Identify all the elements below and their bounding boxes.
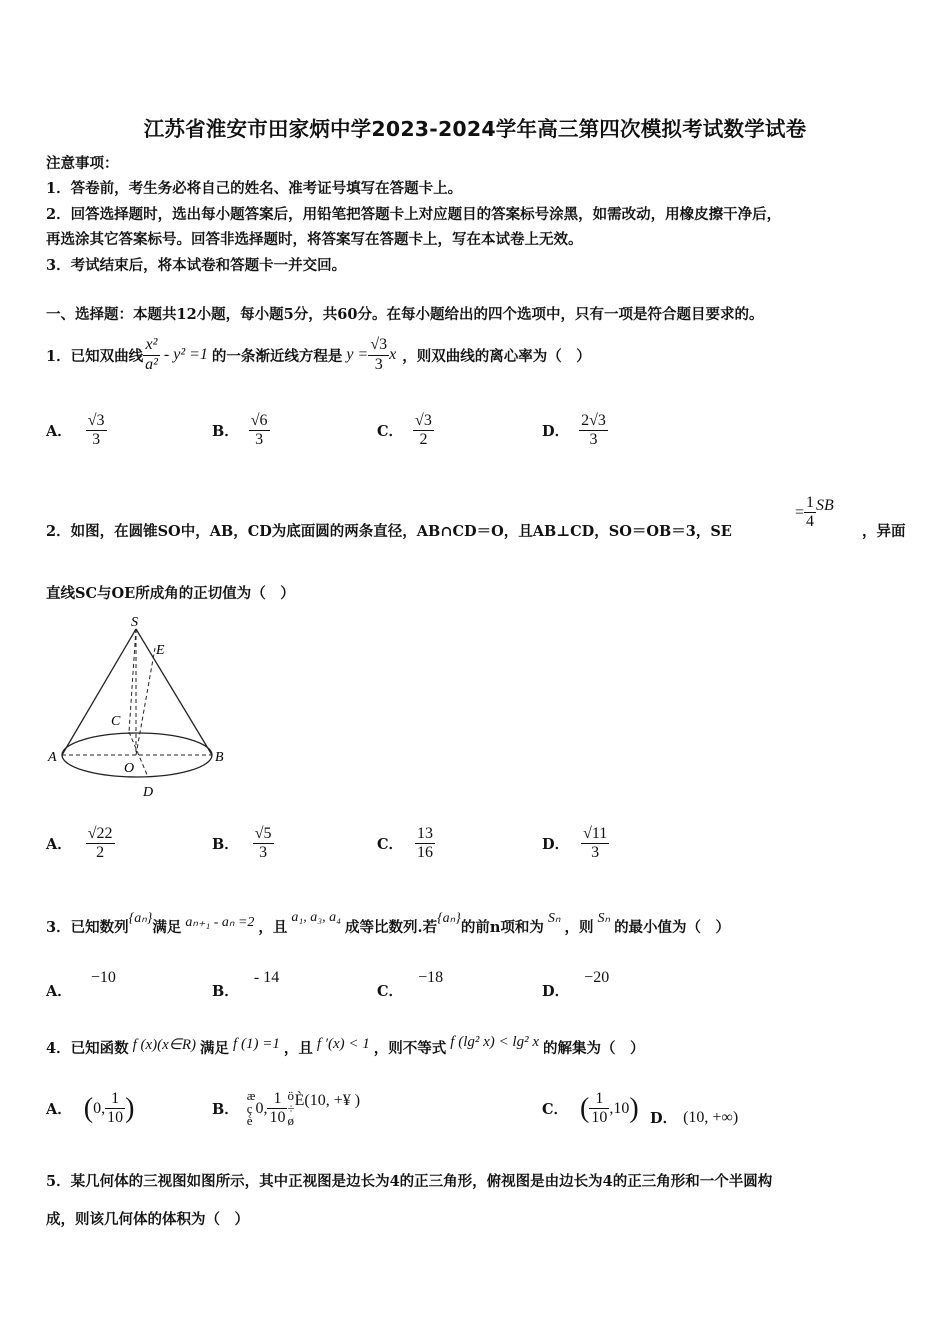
q1-fraction: $\frac{√3}{3}$ xyxy=(370,336,388,373)
q1-option-d[interactable]: D． $\frac{2√3}{3}$ xyxy=(542,412,606,449)
q3-option-c[interactable]: C． −18 xyxy=(377,969,444,1000)
q4-option-a[interactable]: A． ( 0, $\frac{1}{10}$ ) xyxy=(46,1090,135,1127)
q2-option-a[interactable]: A． $\frac{√22}{2}$ xyxy=(46,825,113,862)
point-label-b: B xyxy=(215,750,224,765)
q1-math: x xyxy=(389,346,397,363)
point-label-e: E xyxy=(156,643,165,658)
q3-option-d[interactable]: D． −20 xyxy=(542,969,610,1000)
cone-figure xyxy=(44,612,234,802)
question-3: 3．已知数列 {aₙ} 满足 aₙ₊₁ - aₙ =2 ，且 a₁, a₃, a₄ 成等比数列.若 {aₙ} 的前n项和为 Sₙ ，则 Sₙ 的最小值为（ ） xyxy=(46,910,731,936)
question-4: 4．已知函数 f (x)(x∈R) 满足 f (1) =1 ，且 f ′(x) < 1 ，则不等式 f (lg² x) < lg² x 的解集为（ ） xyxy=(46,1033,645,1057)
q1-math: - y² =1 xyxy=(163,346,208,363)
q1-option-a[interactable]: A． $\frac{√3}{3}$ xyxy=(46,412,105,449)
notice-item: 再选涂其它答案标号。回答非选择题时，将答案写在答题卡上，写在本试卷上无效。 xyxy=(46,231,583,248)
q1-option-b[interactable]: B． $\frac{√6}{3}$ xyxy=(212,412,268,449)
question-2-line2: 直线SC与OE所成角的正切值为（ ） xyxy=(46,585,295,602)
notice-item: 3．考试结束后，将本试卷和答题卡一并交回。 xyxy=(46,257,347,274)
q2-option-c[interactable]: C． $\frac{13}{16}$ xyxy=(377,825,434,862)
question-5-line2: 成，则该几何体的体积为（ ） xyxy=(46,1211,249,1228)
q1-text: 的一条渐近线方程是 xyxy=(211,347,343,365)
notice-heading: 注意事项： xyxy=(46,155,119,172)
q1-option-c[interactable]: C． $\frac{√3}{2}$ xyxy=(377,412,432,449)
page-title: 江苏省淮安市田家炳中学2023-2024学年高三第四次模拟考试数学试卷 xyxy=(143,117,807,141)
q4-option-c[interactable]: C． ( $\frac{1}{10}$ ,10 ) xyxy=(542,1090,639,1127)
q2-option-d[interactable]: D． $\frac{√11}{3}$ xyxy=(542,825,608,862)
notice-item: 2．回答选择题时，选出每小题答案后，用铅笔把答题卡上对应题目的答案标号涂黑，如需改动，用橡皮擦干净后， xyxy=(46,206,782,223)
point-label-s: S xyxy=(131,615,138,630)
q3-option-b[interactable]: B． - 14 xyxy=(212,969,280,1000)
q3-option-a[interactable]: A． −10 xyxy=(46,969,116,1000)
point-label-c: C xyxy=(111,714,121,729)
q4-option-d[interactable]: D． (10, +∞) xyxy=(650,1108,739,1127)
q1-math: y = xyxy=(346,346,369,363)
q4-option-b[interactable]: B． æ ç è 0, $\frac{1}{10}$ ö ÷ ø È (10, +¥ ) xyxy=(212,1088,361,1129)
q2-option-b[interactable]: B． $\frac{√5}{3}$ xyxy=(212,825,272,862)
q1-text: ，则双曲线的离心率为（ ） xyxy=(402,347,591,365)
point-label-d: D xyxy=(143,785,154,800)
section-heading: 一、选择题：本题共12小题，每小题5分，共60分。在每小题给出的四个选项中，只有一项是符合题目要求的。 xyxy=(46,306,764,323)
point-label-a: A xyxy=(48,750,57,765)
question-1 xyxy=(46,330,591,380)
point-label-o: O xyxy=(124,761,135,776)
q1-fraction: $\frac{\text{x²}}{\text{a²}}$ xyxy=(145,336,158,373)
q2-tail: ，异面 xyxy=(862,523,906,540)
question-2-line1: 2．如图，在圆锥SO中，AB，CD为底面圆的两条直径，AB∩CD＝O，且AB⊥CD，SO＝OB＝3，SE xyxy=(46,523,732,540)
notice-item: 1．答卷前，考生务必将自己的姓名、准考证号填写在答题卡上。 xyxy=(46,180,463,197)
q1-text: 1．已知双曲线 xyxy=(46,347,144,365)
question-5-line1: 5．某几何体的三视图如图所示，其中正视图是边长为4的正三角形，俯视图是由边长为4的正三角形和一个半圆构 xyxy=(46,1173,773,1190)
q2-fraction-expr: = $\frac{1}{4}$ SB xyxy=(795,494,834,531)
